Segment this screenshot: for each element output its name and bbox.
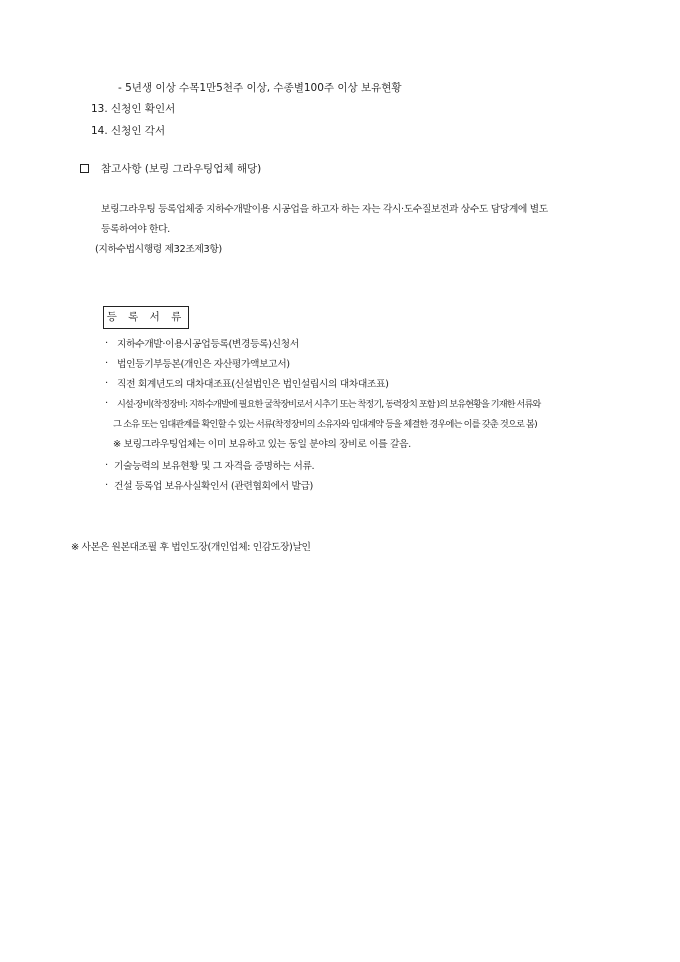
list-item-13: 13. 신청인 확인서 xyxy=(91,103,176,115)
doc-item-3: 직전 회계년도의 대차대조표(신설법인은 법인설립시의 대차대조표) xyxy=(117,379,389,390)
bullet-icon: · xyxy=(105,358,109,369)
doc-item-4: 시설·장비(착정장비: 지하수개발에 필요한 굴착장비로서 시추기 또는 착정기, 동력장치 포함 )의 보유현황을 기재한 서류와 xyxy=(117,399,541,410)
doc-item-6: 건설 등록업 보유사실확인서 (관련협회에서 발급) xyxy=(114,481,313,492)
sub-item-tree-holdings: - 5년생 이상 수목1만5천주 이상, 수종별100주 이상 보유현황 xyxy=(118,82,402,94)
bullet-icon: · xyxy=(105,378,109,389)
bullet-icon: · xyxy=(105,398,109,409)
footer-note: ※ 사본은 원본대조필 후 법인도장(개인업체: 인감도장)날인 xyxy=(71,542,311,553)
reference-citation: (지하수법시행령 제32조제3항) xyxy=(95,244,222,255)
reference-body-line-1: 보링그라우팅 등록업체중 지하수개발이용 시공업을 하고자 하는 자는 각시·도수질보전과 상수도 담당계에 별도 xyxy=(101,204,548,215)
bullet-icon: · xyxy=(105,480,109,491)
doc-item-5: 기술능력의 보유현황 및 그 자격을 증명하는 서류. xyxy=(114,461,315,472)
registration-docs-title: 등 록 서 류 xyxy=(103,306,189,329)
doc-item-4-continued: 그 소유 또는 임대관계를 확인할 수 있는 서류(착정장비의 소유자와 임대계약 등을 체결한 경우에는 이를 갖춘 것으로 봄) xyxy=(113,419,537,430)
doc-item-1: 지하수개발·이용시공업등록(변경등록)신청서 xyxy=(117,339,299,350)
reference-body-line-2: 등록하여야 한다. xyxy=(101,224,170,235)
reference-heading: 참고사항 (보링 그라우팅업체 해당) xyxy=(101,163,262,175)
checkbox-icon xyxy=(80,164,89,173)
list-item-14: 14. 신청인 각서 xyxy=(91,125,166,137)
bullet-icon: · xyxy=(105,338,109,349)
bullet-icon: · xyxy=(105,460,109,471)
doc-item-4-note: ※ 보링그라우팅업체는 이미 보유하고 있는 동일 분야의 장비로 이를 갈음. xyxy=(113,439,411,450)
doc-item-2: 법인등기부등본(개인은 자산평가액보고서) xyxy=(117,359,290,370)
